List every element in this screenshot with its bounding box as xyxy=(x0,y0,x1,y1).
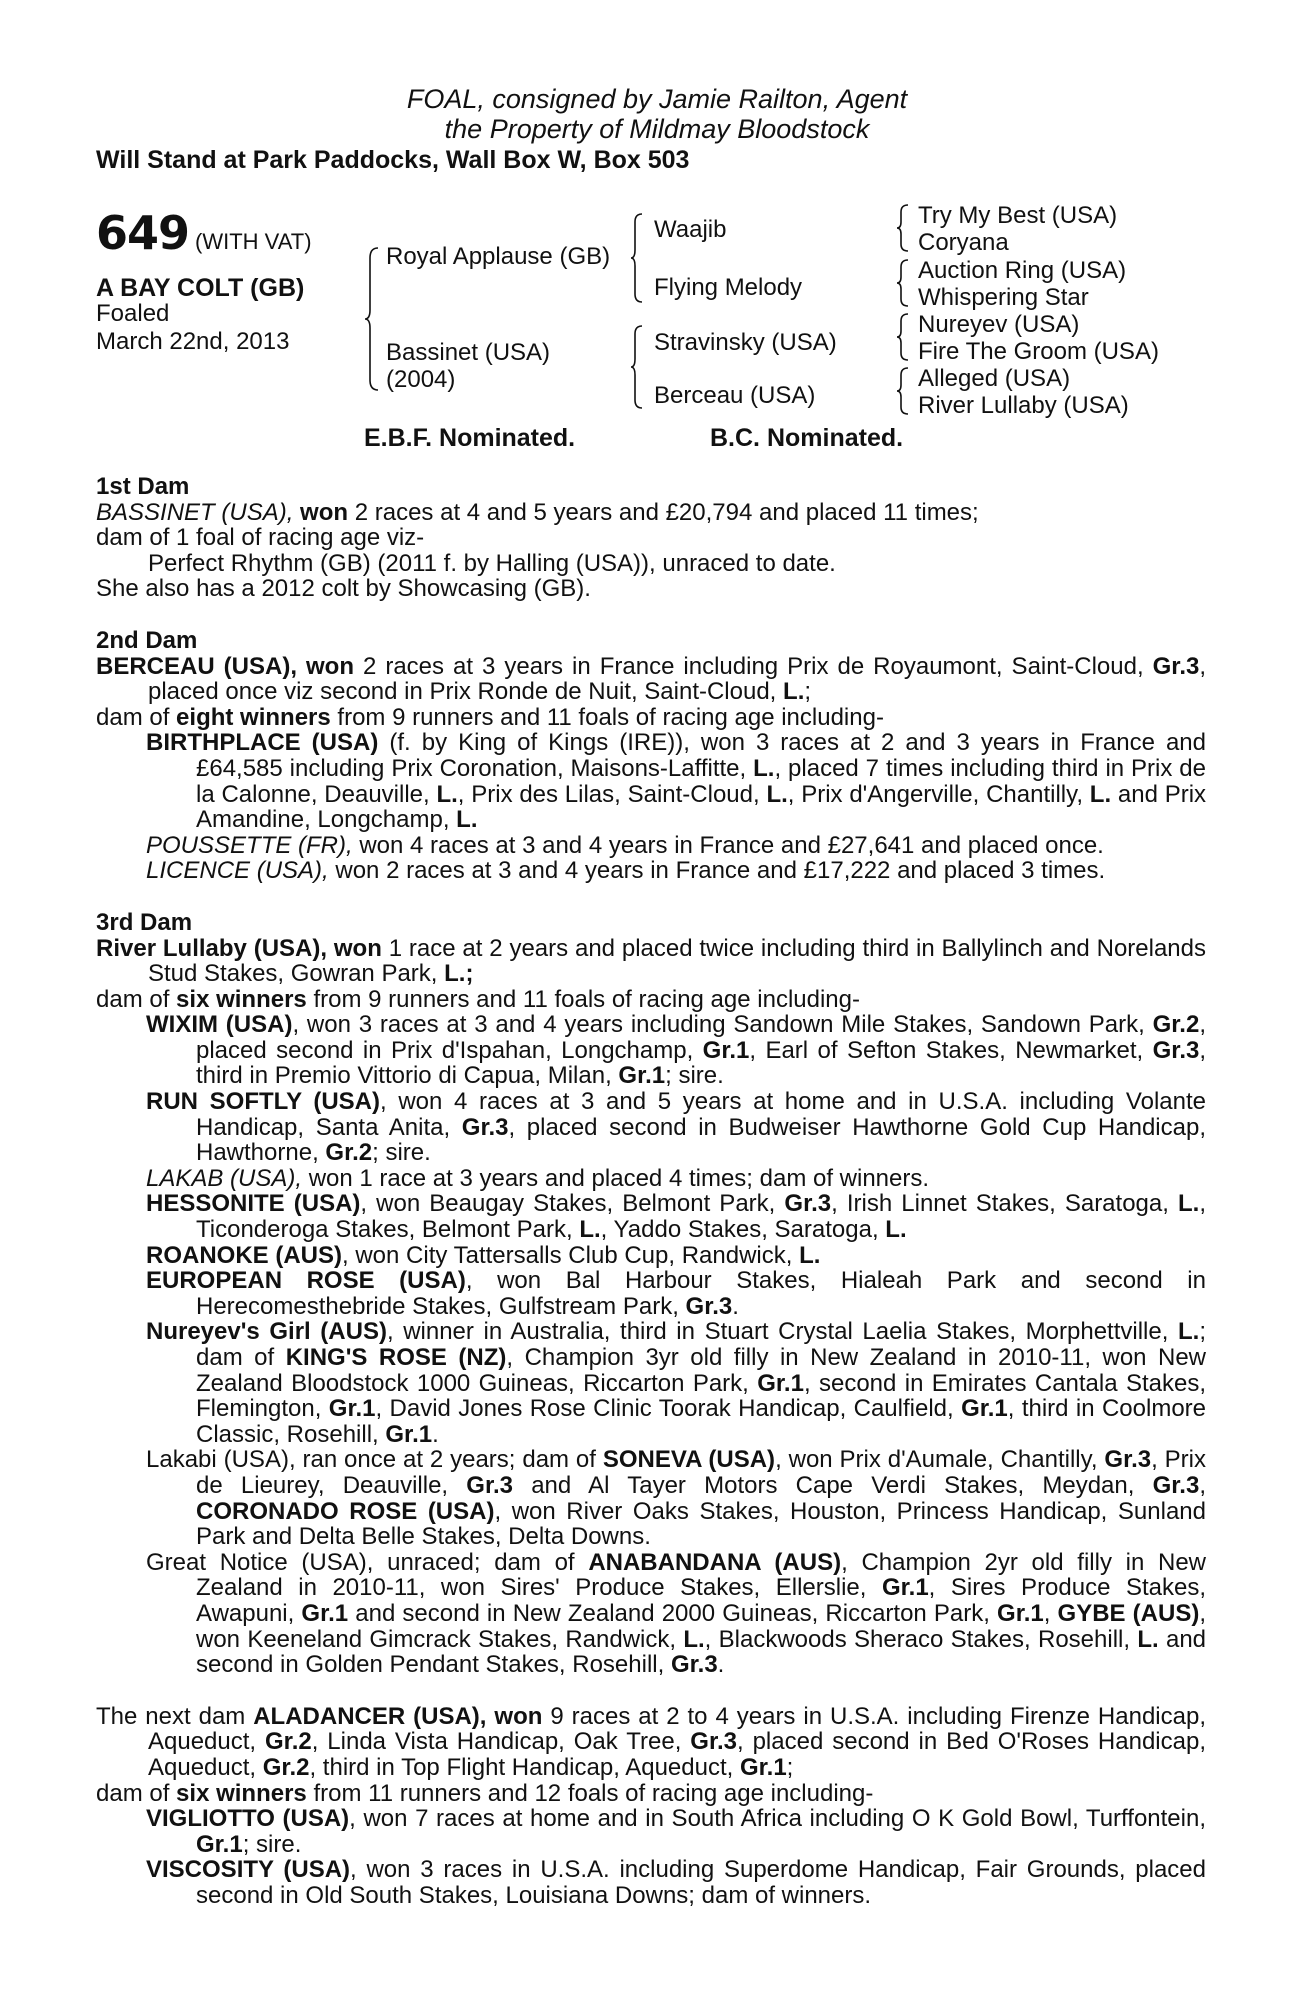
ancestor-6: Fire The Groom (USA) xyxy=(918,338,1159,365)
ancestor-4: Whispering Star xyxy=(918,284,1089,311)
pedigree-brace-sire xyxy=(630,212,644,304)
ancestor-1: Try My Best (USA) xyxy=(918,202,1118,229)
third-dam-record: River Lullaby (USA), won 1 race at 2 years and placed twice including third in Ballylinch and Norelands Stud Stakes, Gowran Park, L.; xyxy=(96,934,1207,988)
ancestor-5: Nureyev (USA) xyxy=(918,311,1080,338)
third-dam-produce: dam of six winners from 9 runners and 11 foals of racing age including- xyxy=(96,985,860,1013)
lot-number: 649 xyxy=(96,206,190,260)
pedigree-brace-g1 xyxy=(896,203,910,253)
second-dam-record: BERCEAU (USA), won 2 races at 3 years in France including Prix de Royaumont, Saint-Cloud, Gr.3, placed once viz second in Prix Ronde de Nuit, Saint-Cloud, L.; xyxy=(96,652,1207,706)
first-dam-foal: Perfect Rhythm (GB) (2011 f. by Halling (USA)), unraced to date. xyxy=(148,549,836,577)
foaled-label: Foaled xyxy=(96,300,170,327)
first-dam-record: BASSINET (USA), won 2 races at 4 and 5 years and £20,794 and placed 11 times; xyxy=(96,498,979,526)
pedigree-brace-dam xyxy=(630,324,644,410)
dam-sire-name: Stravinsky (USA) xyxy=(654,329,837,356)
ancestor-2: Coryana xyxy=(918,229,1009,256)
second-dam-produce: dam of eight winners from 9 runners and 11 foals of racing age including- xyxy=(96,703,884,731)
lakabi-entry: Lakabi (USA), ran once at 2 years; dam of SONEVA (USA), won Prix d'Aumale, Chantilly, Gr.3, Prix de Lieurey, Deauville, Gr.3 and Al Tayer Motors Cape Verdi Stakes, Meydan, Gr.3, CORONADO ROSE (USA), won River Oaks Stakes, Houston, Princess Handicap, Sunland Park and Delta Belle Stakes, Delta Downs. xyxy=(146,1446,1207,1551)
ancestor-8: River Lullaby (USA) xyxy=(918,392,1129,419)
property-line: the Property of Mildmay Bloodstock xyxy=(444,114,870,144)
pedigree-brace-g3 xyxy=(896,312,910,362)
ancestor-3: Auction Ring (USA) xyxy=(918,257,1127,284)
sire-sire-name: Waajib xyxy=(654,216,727,243)
nureyevs-girl-entry: Nureyev's Girl (AUS), winner in Australia, third in Stuart Crystal Laelia Stakes, Morphettville, L.; dam of KING'S ROSE (NZ), Champion 3yr old filly in New Zealand in 2010-11, won New Zealand Bloodstock 1000 Guineas, Riccarton Park, Gr.1, second in Emirates Cantala Stakes, Flemington, Gr.1, David Jones Rose Clinic Toorak Handicap, Caulfield, Gr.1, third in Coolmore Classic, Rosehill, Gr.1. xyxy=(146,1318,1207,1448)
european-rose-entry: EUROPEAN ROSE (USA), won Bal Harbour Stakes, Hialeah Park and second in Herecomesthebride Stakes, Gulfstream Park, Gr.3. xyxy=(146,1267,1206,1320)
bc-nomination: B.C. Nominated. xyxy=(710,424,904,452)
consignor-line: FOAL, consigned by Jamie Railton, Agent xyxy=(406,84,908,114)
vat-note: (WITH VAT) xyxy=(195,229,312,254)
second-dam-title: 2nd Dam xyxy=(96,626,198,654)
ebf-nomination: E.B.F. Nominated. xyxy=(364,424,576,452)
dam-name: Bassinet (USA) xyxy=(386,339,551,366)
lakab-entry: LAKAB (USA), won 1 race at 3 years and placed 4 times; dam of winners. xyxy=(146,1164,930,1192)
produce-record xyxy=(96,474,1206,1908)
lot-description: A BAY COLT (GB) xyxy=(96,274,305,302)
sire-dam-name: Flying Melody xyxy=(654,274,803,301)
viscosity-entry: VISCOSITY (USA), won 3 races in U.S.A. including Superdome Handicap, Fair Grounds, placed second in Old South Stakes, Louisiana Downs; dam of winners. xyxy=(146,1856,1206,1909)
third-dam-title: 3rd Dam xyxy=(96,908,193,936)
hessonite-entry: HESSONITE (USA), won Beaugay Stakes, Belmont Park, Gr.3, Irish Linnet Stakes, Saratoga, L., Ticonderoga Stakes, Belmont Park, L., Yaddo Stakes, Saratoga, L. xyxy=(146,1190,1206,1244)
foaled-info xyxy=(96,300,289,356)
great-notice-entry: Great Notice (USA), unraced; dam of ANABANDANA (AUS), Champion 2yr old filly in New Zealand in 2010-11, won Sires' Produce Stakes, Ellerslie, Gr.1, Sires Produce Stakes, Awapuni, Gr.1 and second in New Zealand 2000 Guineas, Riccarton Park, Gr.1, GYBE (AUS), won Keeneland Gimcrack Stakes, Randwick, L., Blackwoods Sheraco Stakes, Rosehill, L. and second in Golden Pendant Stakes, Rosehill, Gr.3. xyxy=(146,1548,1207,1679)
vigliotto-entry: VIGLIOTTO (USA), won 7 races at home and in South Africa including O K Gold Bowl, Turffontein, Gr.1; sire. xyxy=(146,1805,1207,1858)
dam-dam-name: Berceau (USA) xyxy=(654,382,816,409)
stand-location: Will Stand at Park Paddocks, Wall Box W, Box 503 xyxy=(96,146,690,174)
sire-name: Royal Applause (GB) xyxy=(386,243,611,270)
run-softly-entry: RUN SOFTLY (USA), won 4 races at 3 and 5 years at home and in U.S.A. including Volante Handicap, Santa Anita, Gr.3, placed second in Budweiser Hawthorne Gold Cup Handicap, Hawthorne, Gr.2; sire. xyxy=(146,1088,1207,1167)
next-dam-produce: dam of six winners from 11 runners and 12 foals of racing age including- xyxy=(96,1779,874,1807)
pedigree-brace-g2 xyxy=(896,258,910,308)
birthplace-entry: BIRTHPLACE (USA) (f. by King of Kings (IRE)), won 3 races at 2 and 3 years in France and £64,585 including Prix Coronation, Maisons-Laffitte, L., placed 7 times including third in Prix de la Calonne, Deauville, L., Prix des Lilas, Saint-Cloud, L., Prix d'Angerville, Chantilly, L. and Prix Amandine, Longchamp, L. xyxy=(146,729,1207,834)
foaled-date: March 22nd, 2013 xyxy=(96,328,290,355)
pedigree-brace-g4 xyxy=(896,366,910,416)
next-dam-record: The next dam ALADANCER (USA), won 9 races at 2 to 4 years in U.S.A. including Firenze Handicap, Aqueduct, Gr.2, Linda Vista Handicap, Oak Tree, Gr.3, placed second in Bed O'Roses Handicap, Aqueduct, Gr.2, third in Top Flight Handicap, Aqueduct, Gr.1; xyxy=(96,1702,1206,1781)
first-dam-title: 1st Dam xyxy=(96,473,190,500)
first-dam-produce: dam of 1 foal of racing age viz- xyxy=(96,524,425,552)
first-dam-note: She also has a 2012 colt by Showcasing (GB). xyxy=(96,575,591,603)
licence-entry: LICENCE (USA), won 2 races at 3 and 4 years in France and £17,222 and placed 3 times. xyxy=(146,857,1106,885)
ancestor-7: Alleged (USA) xyxy=(918,365,1071,392)
roanoke-entry: ROANOKE (AUS), won City Tattersalls Club Cup, Randwick, L. xyxy=(146,1241,821,1269)
pedigree-brace-main xyxy=(364,246,380,392)
lot-heading xyxy=(96,206,312,260)
wixim-entry: WIXIM (USA), won 3 races at 3 and 4 years including Sandown Mile Stakes, Sandown Park, Gr.2, placed second in Prix d'Ispahan, Longchamp, Gr.1, Earl of Sefton Stakes, Newmarket, Gr.3, third in Premio Vittorio di Capua, Milan, Gr.1; sire. xyxy=(146,1011,1207,1090)
poussette-entry: POUSSETTE (FR), won 4 races at 3 and 4 years in France and £27,641 and placed once. xyxy=(146,831,1104,859)
dam-year: (2004) xyxy=(386,366,456,393)
